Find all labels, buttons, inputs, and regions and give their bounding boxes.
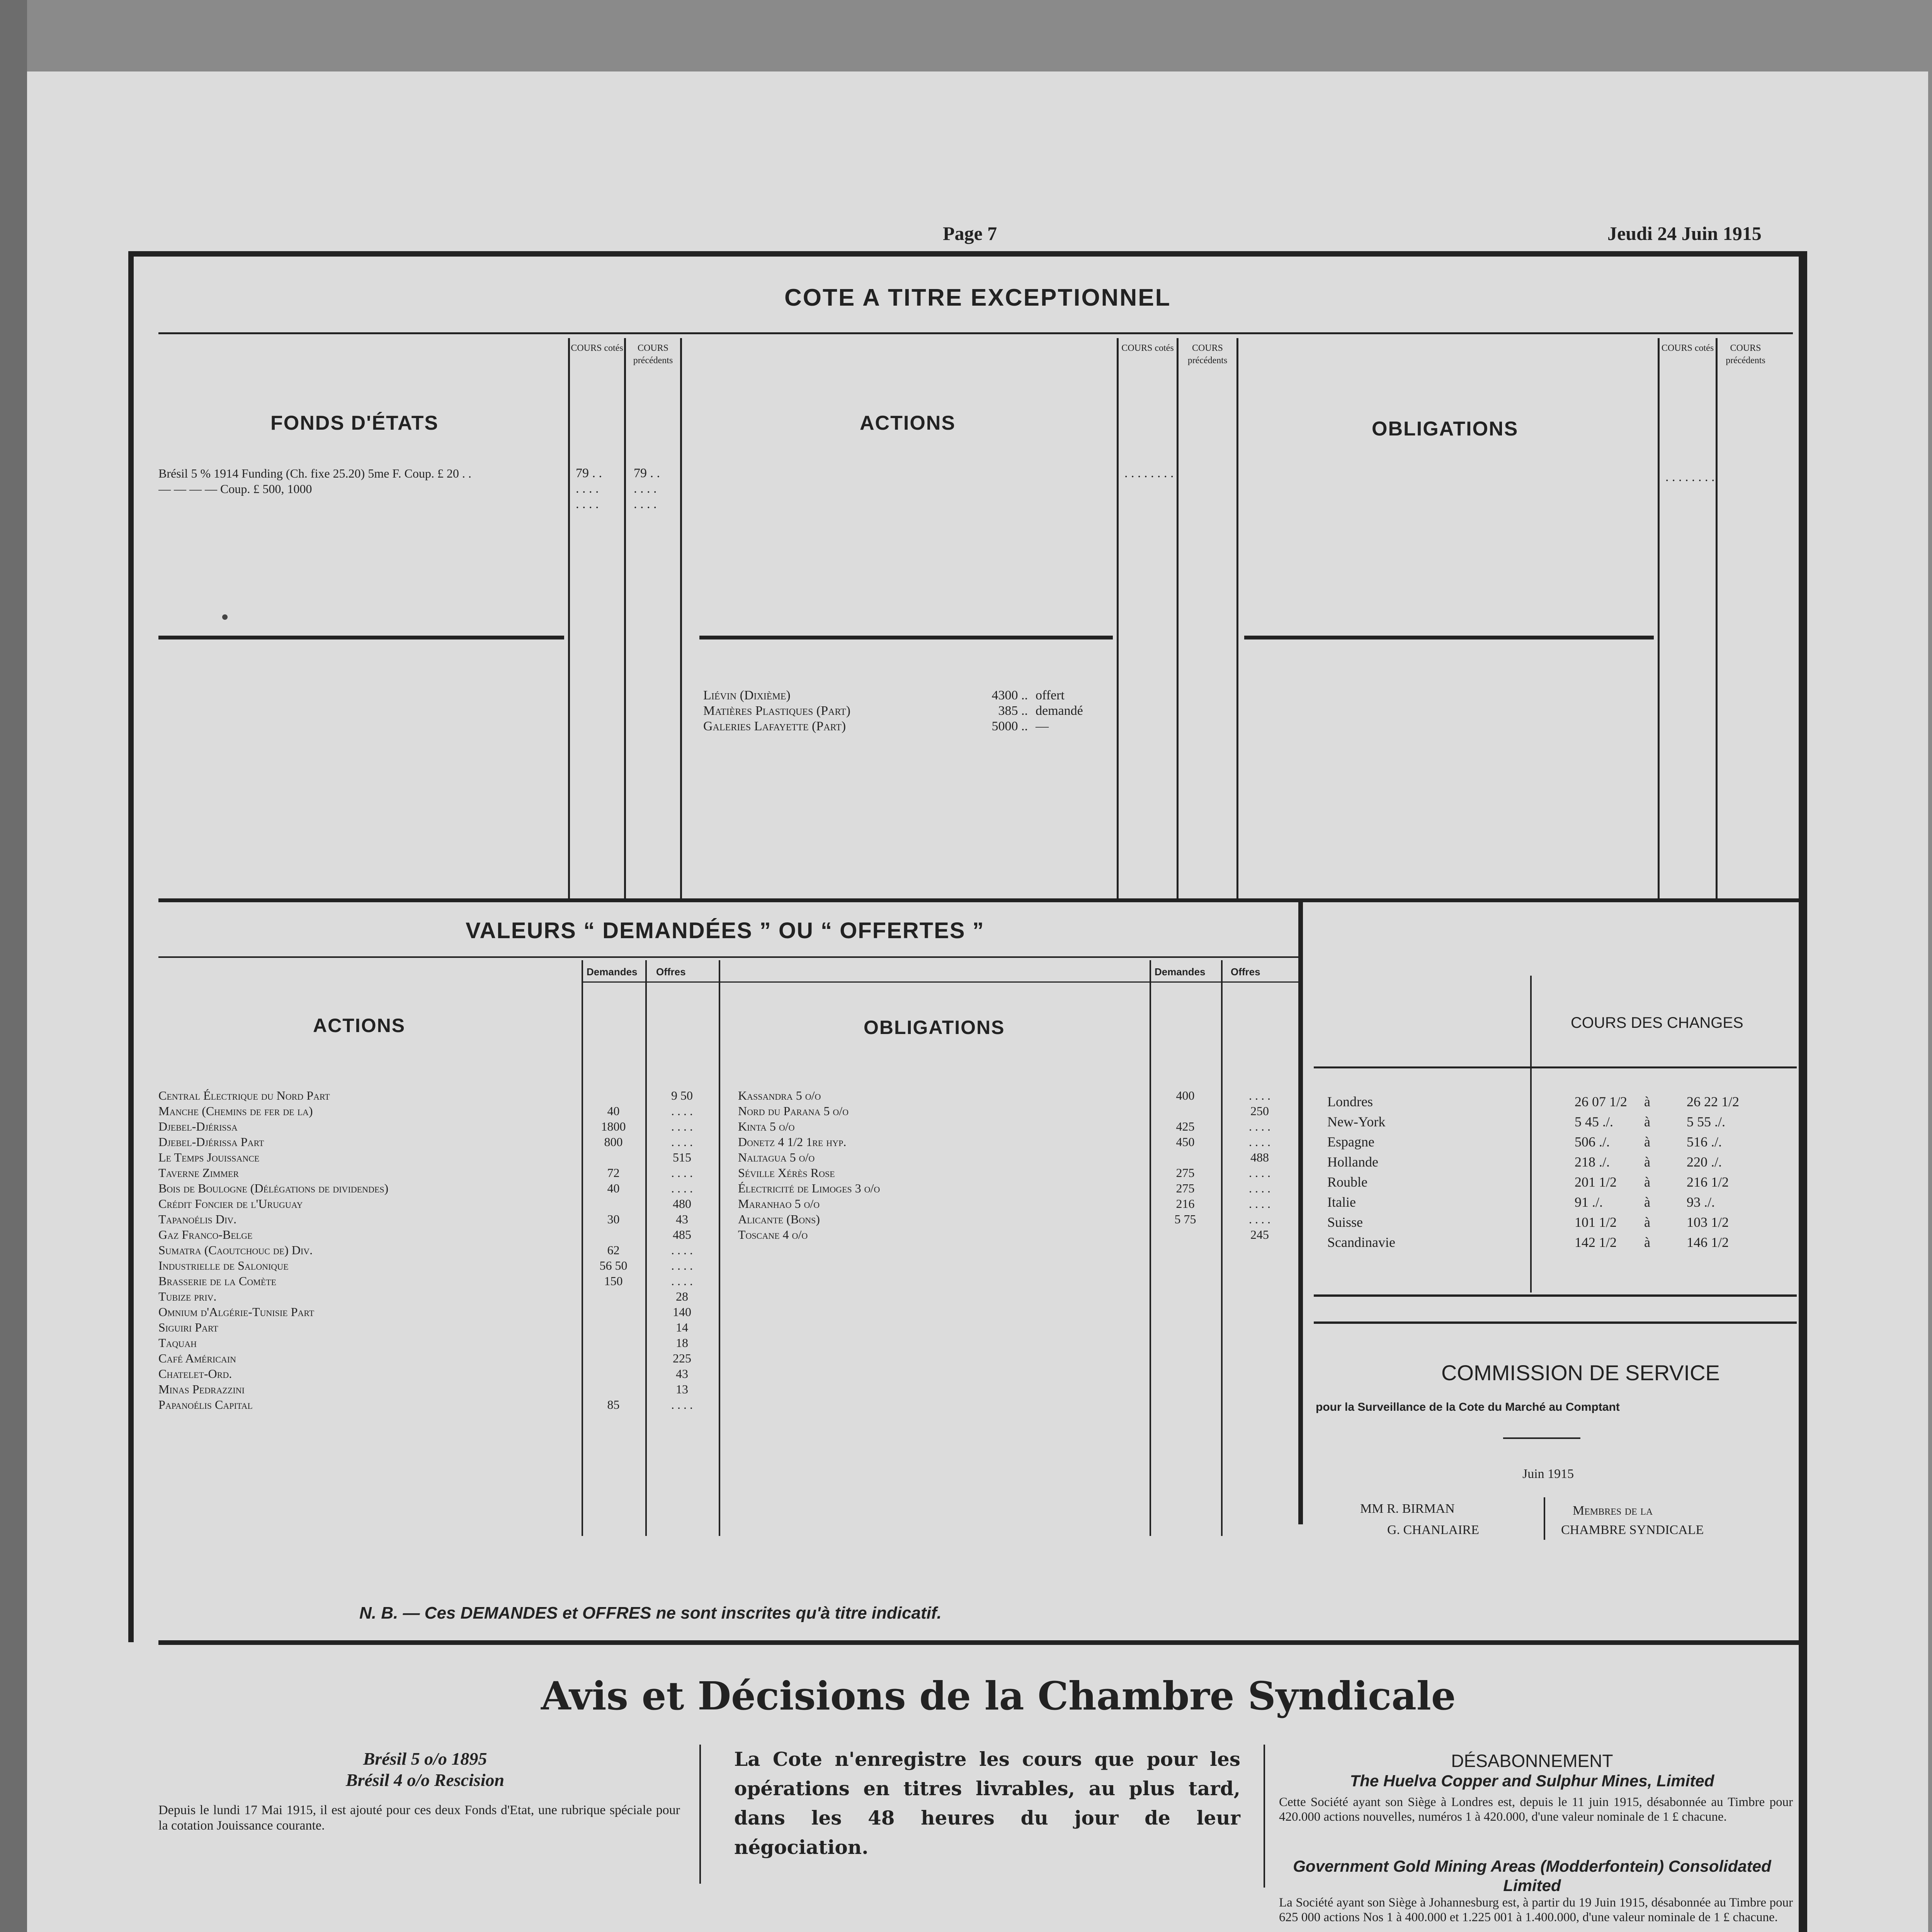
- row-label: Séville Xérès Rose: [738, 1166, 835, 1180]
- change-place: Italie: [1327, 1194, 1356, 1210]
- fonds-row-prec: . . . .: [634, 497, 657, 511]
- row-offre: . . . .: [1249, 1212, 1270, 1226]
- change-row: [1327, 1132, 1764, 1152]
- row-demande: 5 75: [1174, 1212, 1196, 1226]
- change-row: [1327, 1112, 1764, 1132]
- demandee-row: [158, 1258, 719, 1273]
- change-a: 5 45 ./.: [1575, 1114, 1614, 1129]
- row-offre: 43: [676, 1212, 688, 1226]
- row-label: Tubize priv.: [158, 1289, 217, 1303]
- actions-cotes-placeholder: . . . . . . . .: [1124, 466, 1174, 480]
- col-rule: [568, 338, 570, 898]
- actions-exceptionnel-list: [703, 688, 1117, 734]
- row-offre: 43: [676, 1367, 688, 1381]
- rule: [1314, 1294, 1797, 1297]
- row-label: Maranhao 5 o/o: [738, 1197, 820, 1211]
- row-label: Sumatra (Caoutchouc de) Div.: [158, 1243, 313, 1257]
- demandee-row: [158, 1366, 719, 1381]
- change-sep: à: [1644, 1114, 1650, 1129]
- right-frame: [1799, 251, 1807, 1932]
- row-label: Kassandra 5 o/o: [738, 1088, 821, 1102]
- changes-title: COURS DES CHANGES: [1571, 1014, 1743, 1031]
- avis-left-title1: Brésil 5 o/o 1895: [363, 1749, 487, 1769]
- page-number: Page 7: [943, 223, 997, 244]
- binding-edge: [0, 0, 27, 1932]
- demandee-row: [738, 1150, 1298, 1165]
- col-cours-cotes: COURS cotés: [1121, 343, 1174, 353]
- change-place: New-York: [1327, 1114, 1386, 1129]
- commission-title: COMMISSION DE SERVICE: [1441, 1361, 1720, 1385]
- top-rule: [131, 251, 1804, 257]
- row-label: Le Temps Jouissance: [158, 1150, 260, 1164]
- row-label: Gaz Franco-Belge: [158, 1228, 253, 1242]
- actions-exc-row: [703, 688, 1117, 703]
- change-a: 506 ./.: [1575, 1134, 1610, 1150]
- col-demandes: Demandes: [1155, 966, 1206, 978]
- col-offres: Offres: [656, 966, 686, 978]
- demandee-row: [738, 1180, 1298, 1196]
- change-sep: à: [1644, 1094, 1650, 1109]
- col-rule: [1658, 338, 1660, 898]
- rule: [1544, 1497, 1545, 1540]
- change-place: Rouble: [1327, 1174, 1367, 1190]
- rule: [158, 898, 1801, 902]
- change-row: [1327, 1152, 1764, 1172]
- change-sep: à: [1644, 1154, 1650, 1170]
- demandee-row: [738, 1211, 1298, 1227]
- row-offre: . . . .: [671, 1166, 693, 1180]
- col-cours-precedents: COURS précédents: [1187, 343, 1228, 366]
- row-demande: [582, 1335, 645, 1350]
- row-label: Siguiri Part: [158, 1320, 218, 1334]
- fonds-row-cotes: . . . .: [576, 497, 599, 511]
- row-label: Taquah: [158, 1336, 197, 1350]
- row-offre: . . . .: [1249, 1135, 1270, 1149]
- row-label: Donetz 4 1/2 1re hyp.: [738, 1135, 847, 1149]
- change-sep: à: [1644, 1174, 1650, 1190]
- avis-right-sub1: The Huelva Copper and Sulphur Mines, Limited: [1350, 1772, 1714, 1790]
- actions-exc-row: [703, 703, 1117, 719]
- col-rule: [1716, 338, 1718, 898]
- demandee-row: [158, 1196, 719, 1211]
- row-offre: 28: [676, 1289, 688, 1303]
- obligations-title: OBLIGATIONS: [1372, 418, 1519, 440]
- row-note: demandé: [1036, 704, 1083, 718]
- change-a: 201 1/2: [1575, 1174, 1617, 1190]
- fonds-title: FONDS D'ÉTATS: [270, 412, 439, 434]
- col-cours-precedents: COURS précédents: [1726, 343, 1765, 366]
- row-demande: [582, 1150, 645, 1165]
- cote-exceptionnel-title: COTE A TITRE EXCEPTIONNEL: [784, 284, 1171, 311]
- avis-title: Avis et Décisions de la Chambre Syndicale: [541, 1673, 1456, 1719]
- row-demande: [1150, 1150, 1221, 1165]
- row-demande: 800: [604, 1135, 623, 1149]
- row-note: —: [1036, 719, 1049, 733]
- row-offre: 488: [1250, 1150, 1269, 1164]
- row-offre: . . . .: [1249, 1181, 1270, 1195]
- change-sep: à: [1644, 1214, 1650, 1230]
- row-demande: 56 50: [599, 1259, 628, 1272]
- row-label: Électricité de Limoges 3 o/o: [738, 1181, 880, 1195]
- change-a: 142 1/2: [1575, 1235, 1617, 1250]
- left-frame: [128, 251, 134, 1642]
- row-label: Tapanoélis Div.: [158, 1212, 237, 1226]
- col-offres: Offres: [1231, 966, 1260, 978]
- row-offre: 225: [673, 1351, 691, 1365]
- actions-exc-row: [703, 719, 1117, 734]
- rule: [158, 1640, 1801, 1645]
- row-demande: [582, 1088, 645, 1103]
- change-b: 93 ./.: [1687, 1194, 1715, 1210]
- change-row: [1327, 1212, 1764, 1232]
- demandee-row: [158, 1289, 719, 1304]
- row-offre: 18: [676, 1336, 688, 1350]
- demandee-row: [158, 1304, 719, 1320]
- demandee-row: [158, 1103, 719, 1119]
- row-label: Naltagua 5 o/o: [738, 1150, 815, 1164]
- demandee-row: [158, 1180, 719, 1196]
- demandee-row: [738, 1103, 1298, 1119]
- row-demande: [582, 1304, 645, 1320]
- demandee-row: [158, 1211, 719, 1227]
- row-label: Toscane 4 o/o: [738, 1228, 808, 1242]
- dem-actions-list: [158, 1088, 719, 1412]
- change-place: Scandinavie: [1327, 1235, 1395, 1250]
- changes-table: [1327, 1092, 1764, 1252]
- demandee-row: [738, 1196, 1298, 1211]
- row-offre: 485: [673, 1228, 691, 1242]
- row-demande: [582, 1196, 645, 1211]
- row-note: offert: [1036, 688, 1065, 702]
- change-row: [1327, 1232, 1764, 1252]
- col-rule: [680, 338, 682, 898]
- commission-date: Juin 1915: [1522, 1467, 1574, 1481]
- row-offre: . . . .: [671, 1181, 693, 1195]
- change-b: 5 55 ./.: [1687, 1114, 1726, 1129]
- row-demande: 30: [607, 1212, 620, 1226]
- row-offre: . . . .: [1249, 1197, 1270, 1211]
- row-demande: [582, 1289, 645, 1304]
- row-label: Omnium d'Algérie-Tunisie Part: [158, 1305, 315, 1319]
- row-offre: . . . .: [671, 1104, 693, 1118]
- rule: [582, 981, 1298, 983]
- col-rule: [1236, 338, 1238, 898]
- col-rule: [624, 338, 626, 898]
- row-demande: 425: [1176, 1119, 1195, 1133]
- commission-role2: CHAMBRE SYNDICALE: [1561, 1523, 1704, 1537]
- demandee-row: [738, 1088, 1298, 1103]
- change-a: 218 ./.: [1575, 1154, 1610, 1170]
- row-demande: [1150, 1227, 1221, 1242]
- row-value: 4300 ..: [992, 688, 1028, 702]
- row-label: Nord du Parana 5 o/o: [738, 1104, 849, 1118]
- rule: [1244, 636, 1654, 639]
- row-demande: [582, 1381, 645, 1397]
- commission-members2: G. CHANLAIRE: [1387, 1523, 1479, 1537]
- row-offre: 245: [1250, 1228, 1269, 1242]
- row-demande: 85: [607, 1398, 620, 1412]
- avis-right-title: DÉSABONNEMENT: [1451, 1751, 1613, 1771]
- fonds-row-prec: 79 . .: [634, 466, 660, 480]
- row-demande: 40: [607, 1181, 620, 1195]
- demandee-row: [158, 1381, 719, 1397]
- change-row: [1327, 1192, 1764, 1212]
- fonds-row-label: [158, 497, 568, 512]
- row-offre: . . . .: [671, 1135, 693, 1149]
- col-rule: [699, 1745, 701, 1884]
- rule: [158, 636, 564, 639]
- row-label: Taverne Zimmer: [158, 1166, 239, 1180]
- col-rule: [1150, 960, 1151, 1536]
- fonds-row-label: — — — — Coup. £ 500, 1000: [158, 482, 312, 496]
- row-offre: . . . .: [1249, 1119, 1270, 1133]
- fonds-cotes: [576, 466, 626, 512]
- row-label: Kinta 5 o/o: [738, 1119, 795, 1133]
- demandee-row: [158, 1165, 719, 1180]
- change-sep: à: [1644, 1235, 1650, 1250]
- row-label: Djebel-Djérissa Part: [158, 1135, 264, 1149]
- rule: [1314, 1066, 1797, 1068]
- change-a: 91 ./.: [1575, 1194, 1603, 1210]
- change-place: Suisse: [1327, 1214, 1363, 1230]
- row-offre: . . . .: [1249, 1166, 1270, 1180]
- avis-right-text1: Cette Société ayant son Siège à Londres est, depuis le 11 juin 1915, désabonnée au Timbre pour 420.000 actions nouvelles, numéros 1 à 420.000, d'une valeur nominale de 1 £ chacune.: [1279, 1795, 1793, 1824]
- row-demande: [1150, 1103, 1221, 1119]
- change-b: 516 ./.: [1687, 1134, 1722, 1150]
- fonds-list: [158, 466, 568, 512]
- demandees-title: VALEURS “ DEMANDÉES ” OU “ OFFERTES ”: [466, 918, 985, 943]
- actions-title: ACTIONS: [860, 412, 956, 434]
- demandee-row: [158, 1320, 719, 1335]
- fonds-row-cotes: . . . .: [576, 481, 599, 496]
- change-a: 101 1/2: [1575, 1214, 1617, 1230]
- rule: [158, 332, 1793, 334]
- col-cours-cotes: COURS cotés: [571, 343, 623, 353]
- commission-role1: Membres de la: [1573, 1503, 1653, 1518]
- rule: [699, 636, 1113, 639]
- row-offre: . . . .: [1249, 1088, 1270, 1102]
- dem-oblig-title: OBLIGATIONS: [864, 1017, 1005, 1038]
- change-row: [1327, 1172, 1764, 1192]
- row-offre: . . . .: [671, 1243, 693, 1257]
- fonds-row-label: Brésil 5 % 1914 Funding (Ch. fixe 25.20) 5me F. Coup. £ 20 . .: [158, 466, 471, 480]
- row-offre: 140: [673, 1305, 691, 1319]
- row-demande: 400: [1176, 1088, 1195, 1102]
- row-demande: 450: [1176, 1135, 1195, 1149]
- row-demande: 40: [607, 1104, 620, 1118]
- demandee-row: [158, 1335, 719, 1350]
- demandee-row: [158, 1227, 719, 1242]
- row-offre: . . . .: [671, 1274, 693, 1288]
- col-cours-precedents: COURS précédents: [633, 343, 673, 366]
- ink-dot: [222, 614, 228, 620]
- row-label: Matières Plastiques (Part): [703, 704, 850, 718]
- change-row: [1327, 1092, 1764, 1112]
- row-demande: [582, 1320, 645, 1335]
- commission-subtitle: pour la Surveillance de la Cote du Marché au Comptant: [1316, 1401, 1620, 1413]
- col-rule: [719, 960, 720, 1536]
- avis-left-title2: Brésil 4 o/o Rescision: [345, 1770, 505, 1790]
- row-offre: 9 50: [671, 1088, 693, 1102]
- page-date: Jeudi 24 Juin 1915: [1607, 223, 1762, 244]
- dem-oblig-list: [738, 1088, 1298, 1242]
- change-b: 220 ./.: [1687, 1154, 1722, 1170]
- col-cours-cotes: COURS cotés: [1661, 343, 1714, 353]
- demandee-row: [158, 1350, 719, 1366]
- row-offre: 14: [676, 1320, 688, 1334]
- demandee-row: [738, 1227, 1298, 1242]
- demandee-row: [158, 1273, 719, 1289]
- fonds-prec: [634, 466, 680, 512]
- col-rule: [1221, 960, 1223, 1536]
- row-value: 5000 ..: [992, 719, 1028, 733]
- row-label: Manche (Chemins de fer de la): [158, 1104, 313, 1118]
- row-demande: 72: [607, 1166, 620, 1180]
- col-rule: [1264, 1745, 1265, 1888]
- row-value: 385 ..: [998, 704, 1028, 718]
- change-b: 103 1/2: [1687, 1214, 1729, 1230]
- row-demande: [582, 1366, 645, 1381]
- row-label: Galeries Lafayette (Part): [703, 719, 846, 733]
- demandee-row: [738, 1134, 1298, 1150]
- row-offre: 515: [673, 1150, 691, 1164]
- avis-right-sub2: Government Gold Mining Areas (Modderfontein) Consolidated Limited: [1293, 1857, 1771, 1895]
- demandee-row: [158, 1134, 719, 1150]
- demandee-row: [738, 1165, 1298, 1180]
- row-offre: 250: [1250, 1104, 1269, 1118]
- row-demande: 1800: [601, 1119, 626, 1133]
- row-demande: [582, 1227, 645, 1242]
- demandee-row: [158, 1242, 719, 1258]
- fonds-row-cotes: 79 . .: [576, 466, 602, 480]
- change-place: Hollande: [1327, 1154, 1378, 1170]
- row-label: Bois de Boulogne (Délégations de dividendes): [158, 1181, 389, 1195]
- row-demande: [582, 1350, 645, 1366]
- avis-left-text: Depuis le lundi 17 Mai 1915, il est ajouté pour ces deux Fonds d'Etat, une rubrique spéciale pour la cotation Jouissance courante.: [158, 1803, 680, 1833]
- rule: [1503, 1437, 1580, 1439]
- row-label: Alicante (Bons): [738, 1212, 820, 1226]
- col-rule: [1177, 338, 1179, 898]
- demandee-row: [738, 1119, 1298, 1134]
- dem-actions-title: ACTIONS: [313, 1015, 405, 1036]
- change-a: 26 07 1/2: [1575, 1094, 1628, 1109]
- row-offre: . . . .: [671, 1259, 693, 1272]
- fonds-row-prec: . . . .: [634, 481, 657, 496]
- row-label: Café Américain: [158, 1351, 236, 1365]
- row-label: Papanoélis Capital: [158, 1398, 253, 1412]
- demandee-row: [158, 1119, 719, 1134]
- change-sep: à: [1644, 1194, 1650, 1210]
- rule: [158, 956, 1298, 958]
- col-rule: [1298, 902, 1303, 1524]
- demandee-row: [158, 1088, 719, 1103]
- change-sep: à: [1644, 1134, 1650, 1150]
- commission-members: MM R. BIRMAN: [1360, 1502, 1455, 1516]
- row-offre: 480: [673, 1197, 691, 1211]
- rule: [1314, 1321, 1797, 1324]
- row-demande: 275: [1176, 1166, 1195, 1180]
- avis-center-text: La Cote n'enregistre les cours que pour les opérations en titres livrables, au plus tard, dans les 48 heures du jour de leur négociation.: [734, 1748, 1240, 1859]
- change-b: 26 22 1/2: [1687, 1094, 1740, 1109]
- row-label: Brasserie de la Comète: [158, 1274, 277, 1288]
- col-rule: [1117, 338, 1119, 898]
- change-place: Espagne: [1327, 1134, 1374, 1150]
- avis-right-text2: La Société ayant son Siège à Johannesburg est, à partir du 19 Juin 1915, désabonnée au Timbre pour 625 000 actions Nos 1 à 400.000 et 1.225 001 à 1.400.000, d'une valeur nominale de 1 £ chacune.: [1279, 1896, 1793, 1924]
- row-demande: 275: [1176, 1181, 1195, 1195]
- demandee-row: [158, 1150, 719, 1165]
- row-label: Minas Pedrazzini: [158, 1382, 245, 1396]
- change-place: Londres: [1327, 1094, 1373, 1109]
- row-offre: . . . .: [671, 1398, 693, 1412]
- demandee-row: [158, 1397, 719, 1412]
- change-b: 216 1/2: [1687, 1174, 1729, 1190]
- col-demandes: Demandes: [587, 966, 638, 978]
- newspaper-page: [27, 71, 1928, 1932]
- row-demande: 62: [607, 1243, 620, 1257]
- row-label: Industrielle de Salonique: [158, 1259, 289, 1272]
- nb-note: N. B. — Ces DEMANDES et OFFRES ne sont inscrites qu'à titre indicatif.: [359, 1604, 942, 1622]
- row-label: Central Électrique du Nord Part: [158, 1088, 330, 1102]
- change-b: 146 1/2: [1687, 1235, 1729, 1250]
- row-demande: 216: [1176, 1197, 1195, 1211]
- row-offre: . . . .: [671, 1119, 693, 1133]
- row-label: Crédit Foncier de l'Uruguay: [158, 1197, 303, 1211]
- row-demande: 150: [604, 1274, 623, 1288]
- row-label: Liévin (Dixième): [703, 688, 791, 702]
- oblig-cotes-placeholder: . . . . . . . .: [1665, 470, 1715, 484]
- row-label: Djebel-Djérissa: [158, 1119, 238, 1133]
- row-label: Chatelet-Ord.: [158, 1367, 232, 1381]
- row-offre: 13: [676, 1382, 688, 1396]
